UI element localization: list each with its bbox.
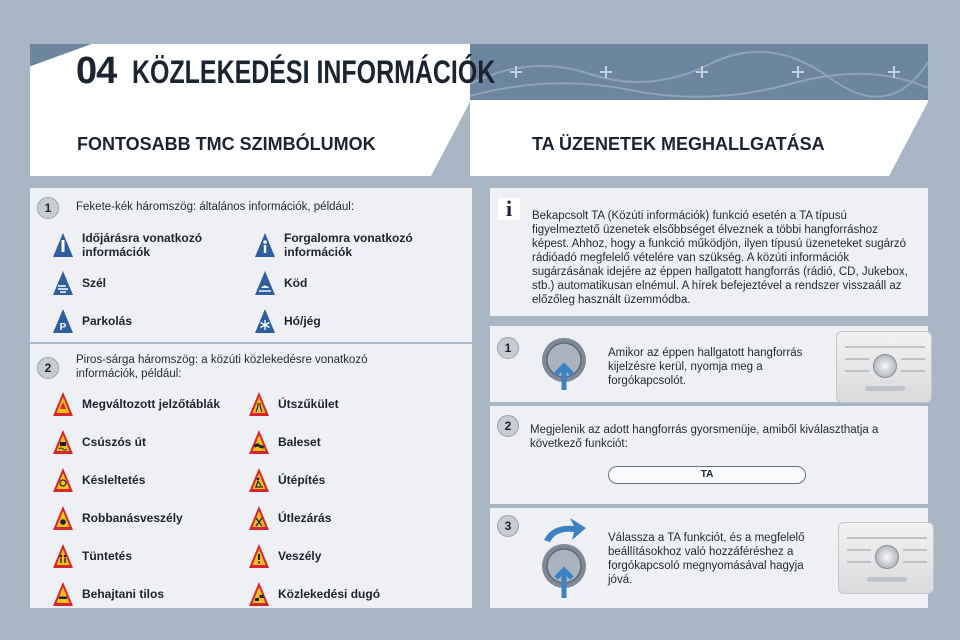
- road-closed-icon: [248, 505, 270, 531]
- danger-label: Veszély: [278, 549, 322, 563]
- snow-ice-icon: [254, 308, 276, 334]
- slippery-road-item: [52, 427, 146, 457]
- changed-signs-label: Megváltozott jelzőtáblák: [82, 397, 221, 411]
- fog-item: [254, 268, 307, 298]
- step-2-text: Megjelenik az adott hangforrás gyorsmenüje, amiből kiválaszthatja a következő funkciót:: [530, 424, 879, 450]
- section-1-intro: Fekete-kék háromszög: általános információk, például:: [76, 201, 355, 213]
- roadworks-label: Útépítés: [278, 473, 326, 487]
- step-3-text: Válassza a TA funkciót, és a megfelelő beállításokhoz való hozzáféréshez a forgókapcsoló megnyomásával hagyja jóvá.: [608, 532, 805, 586]
- changed-signs-icon: [52, 391, 74, 417]
- fog-label: Köd: [284, 276, 308, 290]
- roadworks-item: [248, 465, 325, 495]
- left-heading: FONTOSABB TMC SZIMBÓLUMOK: [77, 134, 376, 154]
- accident-icon: [248, 429, 270, 455]
- traffic-info-item: [254, 230, 424, 260]
- accident-label: Baleset: [278, 435, 321, 449]
- right-heading: TA ÜZENETEK MEGHALLGATÁSA: [532, 134, 825, 154]
- weather-info-item: [52, 230, 222, 260]
- explosion-icon: [52, 505, 74, 531]
- changed-signs-item: [52, 389, 220, 419]
- ta-info-text: Bekapcsolt TA (Közúti információk) funkció esetén a TA típusú figyelmeztető üzenetek elsőbbséget élveznek a többi hangforráshoz képest. Ahhoz, hogy a funkció működjön, ilyen típusú üzeneteket sugárzó rádióadó megfelelő vételére van szükség. A közúti információk sugárzásának idejére az éppen hallgatott hangforrás (rádió, CD, Jukebox, stb.) automatikusan elnémul. A hírek befejeztével a rendszer visszaáll az előzőleg használt üzemmódba.: [532, 210, 908, 306]
- road-narrows-item: [248, 389, 339, 419]
- section-2-badge: 2: [37, 357, 59, 379]
- danger-item: [248, 541, 321, 571]
- slippery-road-label: Csúszós út: [82, 435, 147, 449]
- parking-icon: [52, 308, 74, 334]
- ta-option-item[interactable]: TA: [608, 466, 806, 484]
- step-3-badge: 3: [497, 515, 519, 537]
- chapter-title: KÖZLEKEDÉSI INFORMÁCIÓK: [132, 54, 496, 90]
- road-closed-item: [248, 503, 331, 533]
- delay-item: [52, 465, 145, 495]
- accident-item: [248, 427, 321, 457]
- traffic-jam-icon: [248, 581, 270, 607]
- wind-item: [52, 268, 106, 298]
- step-1-text: Amikor az éppen hallgatott hangforrás kijelzésre kerül, nyomja meg a forgókapcsolót.: [608, 347, 803, 387]
- delay-label: Késleltetés: [82, 473, 146, 487]
- snow-ice-item: [254, 306, 321, 336]
- parking-label: Parkolás: [82, 314, 133, 328]
- road-narrows-icon: [248, 391, 270, 417]
- weather-info-label: Időjárásra vonatkozó információk: [82, 231, 203, 259]
- rotary-knob-turn-press-icon: [534, 514, 596, 600]
- step-2-badge: 2: [497, 415, 519, 437]
- danger-icon: [248, 543, 270, 569]
- radio-panel-image: [836, 331, 932, 403]
- section-2-intro: Piros-sárga háromszög: a közúti közlekedésre vonatkozó információk, például:: [76, 354, 368, 380]
- demonstration-item: [52, 541, 132, 571]
- road-narrows-label: Útszűkület: [278, 397, 339, 411]
- delay-icon: [52, 467, 74, 493]
- traffic-info-label: Forgalomra vonatkozó információk: [284, 231, 413, 259]
- roadworks-icon: [248, 467, 270, 493]
- section-1-badge: 1: [37, 197, 59, 219]
- no-entry-item: [52, 579, 164, 609]
- parking-item: [52, 306, 132, 336]
- explosion-item: [52, 503, 183, 533]
- step-1-badge: 1: [497, 337, 519, 359]
- no-entry-label: Behajtani tilos: [82, 587, 165, 601]
- explosion-label: Robbanásveszély: [82, 511, 183, 525]
- demonstration-icon: [52, 543, 74, 569]
- road-closed-label: Útlezárás: [278, 511, 332, 525]
- demonstration-label: Tüntetés: [82, 549, 133, 563]
- traffic-jam-item: [248, 579, 380, 609]
- step-2-panel: [490, 406, 928, 504]
- chapter-number: 04: [76, 50, 117, 92]
- radio-panel-image-2: [838, 522, 934, 594]
- weather-info-icon: [52, 232, 74, 258]
- info-icon: i: [498, 198, 520, 220]
- svg-text:P: P: [59, 322, 67, 333]
- wind-label: Szél: [82, 276, 107, 290]
- slippery-road-icon: [52, 429, 74, 455]
- snow-ice-label: Hó/jég: [284, 314, 321, 328]
- wind-icon: [52, 270, 74, 296]
- no-entry-icon: [52, 581, 74, 607]
- fog-icon: [254, 270, 276, 296]
- traffic-info-icon: [254, 232, 276, 258]
- rotary-knob-press-icon: [540, 336, 588, 394]
- header-map-graphic: [470, 44, 928, 100]
- traffic-jam-label: Közlekedési dugó: [278, 587, 381, 601]
